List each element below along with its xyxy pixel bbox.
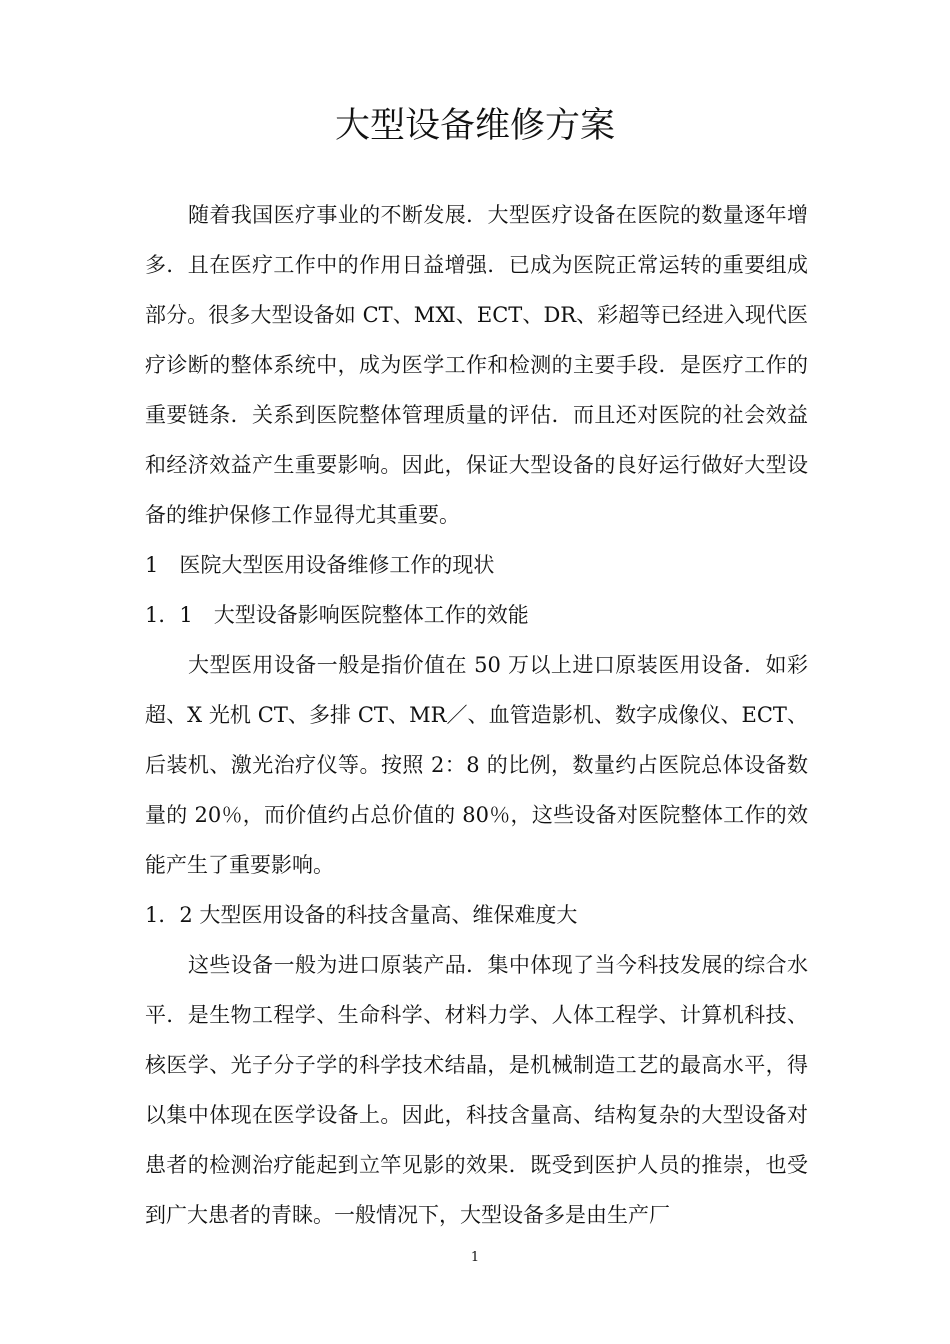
subsection-heading-1-2: 1．2 大型医用设备的科技含量高、维保难度大 <box>145 903 578 927</box>
section-heading-1: 1 医院大型医用设备维修工作的现状 <box>145 553 495 577</box>
document-title: 大型设备维修方案 <box>334 106 615 146</box>
document-body <box>145 190 808 1240</box>
paragraph-1-1: 大型医用设备一般是指价值在 50 万以上进口原装医用设备．如彩超、X 光机 CT、多排 CT、MR／、血管造影机、数字成像仪、ECT、后装机、激光治疗仪等。按照 2：8 的比例，数量约占医院总体设备数量的 20％，而价值约占总价值的 80％，这些设备对医院整体工作的效能产生了重要影响。 <box>145 653 808 877</box>
page-number: 1 <box>470 1250 480 1265</box>
intro-paragraph: 随着我国医疗事业的不断发展．大型医疗设备在医院的数量逐年增多．且在医疗工作中的作用日益增强．已成为医院正常运转的重要组成部分。很多大型设备如 CT、MⅪ、ECT、DR、彩超等已经进入现代医疗诊断的整体系统中，成为医学工作和检测的主要手段．是医疗工作的重要链条．关系到医院整体管理质量的评估．而且还对医院的社会效益和经济效益产生重要影响。因此，保证大型设备的良好运行做好大型设备的维护保修工作显得尤其重要。 <box>145 203 808 527</box>
subsection-heading-1-1: 1．1 大型设备影响医院整体工作的效能 <box>145 603 529 627</box>
paragraph-1-2: 这些设备一般为进口原装产品．集中体现了当今科技发展的综合水平．是生物工程学、生命科学、材料力学、人体工程学、计算机科技、核医学、光子分子学的科学技术结晶，是机械制造工艺的最高水平，得以集中体现在医学设备上。因此，科技含量高、结构复杂的大型设备对患者的检测治疗能起到立竿见影的效果．既受到医护人员的推崇，也受到广大患者的青睐。一般情况下，大型设备多是由生产厂 <box>145 953 808 1227</box>
